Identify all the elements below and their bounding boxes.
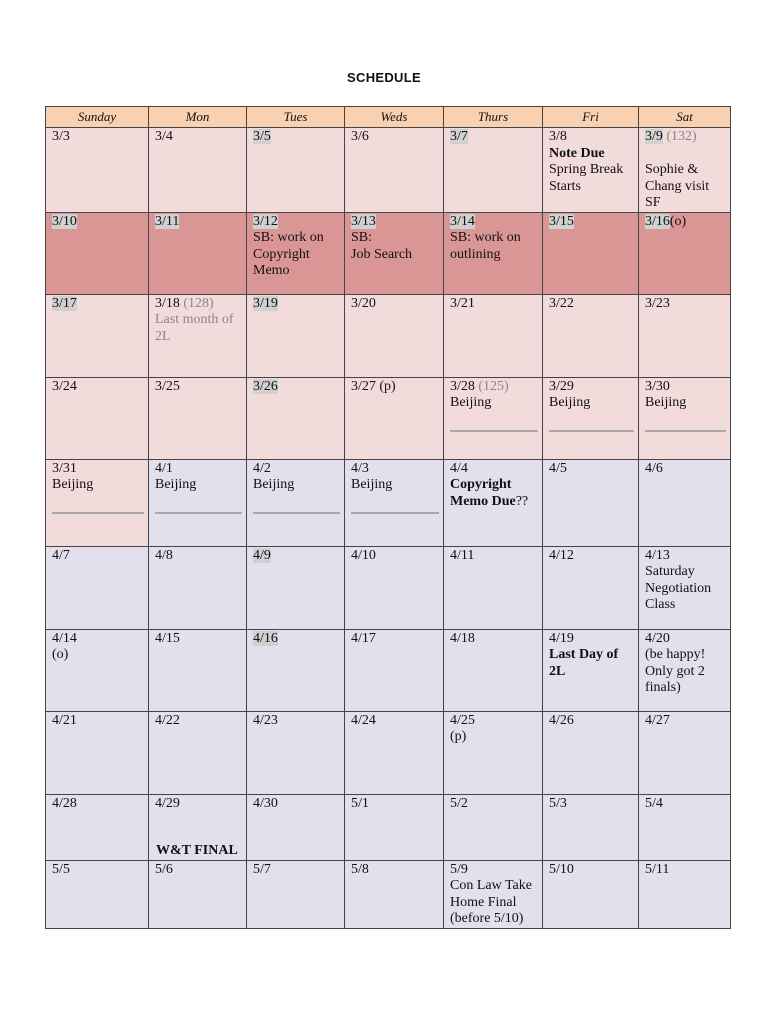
header-thurs: Thurs [444, 107, 543, 128]
day-cell [345, 459, 444, 546]
day-date: 3/22 [549, 295, 574, 311]
day-header [645, 129, 724, 146]
day-date: 3/17 [52, 295, 77, 311]
day-header [645, 631, 724, 648]
day-event [253, 477, 338, 494]
day-date: 3/4 [155, 129, 173, 144]
day-date: 4/24 [351, 712, 376, 728]
day-header [450, 379, 536, 396]
day-event [52, 647, 142, 664]
day-date: 4/22 [155, 712, 180, 728]
day-cell [543, 128, 639, 213]
day-date: 5/9 [450, 861, 468, 877]
day-header [52, 862, 142, 879]
day-cell [345, 377, 444, 459]
day-cell [345, 128, 444, 213]
day-date: 3/14 [450, 213, 475, 229]
day-header [351, 862, 437, 879]
day-header [52, 713, 142, 730]
day-cell [247, 212, 345, 294]
day-event [155, 477, 240, 494]
day-cell [149, 629, 247, 711]
day-event-text: (be happy! Only got 2 finals) [645, 647, 706, 695]
day-date: 4/25 [450, 712, 475, 728]
day-header [253, 631, 338, 648]
day-date: 4/15 [155, 630, 180, 646]
day-date: 4/8 [155, 547, 173, 563]
day-header [450, 796, 536, 813]
day-date: 3/12 [253, 213, 278, 229]
day-date: 4/6 [645, 460, 663, 476]
day-cell [543, 294, 639, 377]
day-header [52, 548, 142, 565]
day-date: 3/20 [351, 295, 376, 311]
day-event [450, 395, 536, 412]
day-cell [149, 294, 247, 377]
day-header [549, 713, 632, 730]
day-header [549, 631, 632, 648]
header-fri: Fri [543, 107, 639, 128]
day-header [52, 631, 142, 648]
day-event [155, 312, 240, 345]
day-date: 3/29 [549, 378, 574, 394]
day-cell [247, 459, 345, 546]
header-mon: Mon [149, 107, 247, 128]
day-count-note: (128) [179, 295, 214, 311]
day-event [450, 729, 536, 746]
day-date: 4/13 [645, 547, 670, 563]
day-suffix: (o) [669, 213, 687, 229]
day-header [253, 862, 338, 879]
day-date: 5/8 [351, 861, 369, 877]
day-event [450, 230, 536, 263]
day-event-text: Sophie & Chang visit SF [645, 162, 710, 210]
day-cell [247, 794, 345, 860]
week-row [46, 294, 731, 377]
day-date: 4/1 [155, 460, 173, 476]
day-date: 4/30 [253, 795, 278, 811]
day-header [549, 214, 632, 231]
day-cell [345, 794, 444, 860]
day-header [351, 129, 437, 146]
day-event [351, 247, 437, 264]
day-date: 5/2 [450, 795, 468, 811]
day-cell [444, 128, 543, 213]
day-cell [543, 212, 639, 294]
day-cell [247, 711, 345, 794]
day-header [155, 461, 240, 478]
day-cell [46, 794, 149, 860]
day-event [549, 146, 632, 163]
day-cell [639, 459, 731, 546]
weekday-header-row [46, 107, 731, 128]
day-event [253, 230, 338, 280]
day-date: 4/3 [351, 460, 369, 476]
day-cell [543, 711, 639, 794]
day-event [645, 146, 724, 163]
day-date: 5/7 [253, 861, 271, 877]
day-cell [345, 629, 444, 711]
week-row [46, 212, 731, 294]
day-header [155, 713, 240, 730]
day-header [253, 461, 338, 478]
day-event [351, 477, 437, 494]
day-event-text: SB: work on outlining [450, 230, 521, 262]
day-header [253, 129, 338, 146]
day-header [155, 796, 240, 813]
week-row [46, 860, 731, 928]
day-event [645, 647, 724, 697]
day-date: 3/25 [155, 378, 180, 394]
day-header [351, 631, 437, 648]
day-cell [46, 711, 149, 794]
day-event-text: (p) [450, 729, 467, 744]
day-cell [149, 212, 247, 294]
day-event-text: Copyright Memo Due [450, 477, 516, 509]
day-event-text: Spring Break Starts [549, 162, 624, 194]
day-date: 5/3 [549, 795, 567, 811]
day-header [52, 796, 142, 813]
day-cell [46, 860, 149, 928]
day-cell [46, 294, 149, 377]
day-cell [149, 377, 247, 459]
travel-underline [549, 430, 634, 432]
calendar-body [46, 128, 731, 929]
day-header [155, 214, 240, 231]
day-event [549, 395, 632, 412]
day-cell [345, 212, 444, 294]
day-cell [543, 377, 639, 459]
day-date: 4/26 [549, 712, 574, 728]
day-header [52, 379, 142, 396]
travel-underline [52, 512, 144, 514]
day-event-text: (o) [52, 647, 69, 662]
day-cell [639, 128, 731, 213]
day-date: 4/11 [450, 547, 475, 563]
day-date: 3/6 [351, 129, 369, 144]
final-exam-label: W&T FINAL [156, 843, 238, 858]
day-event-text: Last Day of 2L [549, 647, 619, 679]
day-cell [639, 794, 731, 860]
day-date: 3/24 [52, 378, 77, 394]
day-date: 3/26 [253, 378, 278, 394]
day-date: 3/5 [253, 129, 271, 144]
day-cell [639, 860, 731, 928]
day-cell [543, 860, 639, 928]
day-date: 4/4 [450, 460, 468, 476]
day-cell [444, 212, 543, 294]
day-cell [444, 377, 543, 459]
day-date: 4/16 [253, 630, 278, 646]
day-header [645, 296, 724, 313]
day-date: 4/14 [52, 630, 77, 646]
day-cell [639, 546, 731, 629]
day-cell [46, 128, 149, 213]
day-header [549, 548, 632, 565]
day-cell [345, 546, 444, 629]
day-header [253, 713, 338, 730]
day-header [155, 631, 240, 648]
day-event-text: Beijing [450, 395, 492, 410]
day-event [645, 395, 724, 412]
day-cell [444, 546, 543, 629]
day-date: 4/19 [549, 630, 574, 646]
day-date: 3/19 [253, 295, 278, 311]
day-header [351, 713, 437, 730]
week-row [46, 546, 731, 629]
header-tues: Tues [247, 107, 345, 128]
day-cell [46, 377, 149, 459]
day-header [155, 296, 240, 313]
day-cell [444, 629, 543, 711]
day-header [155, 129, 240, 146]
day-date: 3/10 [52, 213, 77, 229]
travel-underline [253, 512, 340, 514]
day-header [351, 796, 437, 813]
day-event-text: Last month of 2L [155, 312, 234, 344]
day-date: 4/7 [52, 547, 70, 563]
day-cell [444, 794, 543, 860]
day-event [52, 477, 142, 494]
day-header [450, 862, 536, 879]
day-cell [639, 377, 731, 459]
day-date: 4/27 [645, 712, 670, 728]
day-date: 3/18 [155, 295, 180, 311]
day-count-note: (125) [474, 378, 509, 394]
day-header [351, 379, 437, 396]
day-cell [543, 459, 639, 546]
day-cell [444, 294, 543, 377]
day-cell [543, 546, 639, 629]
day-cell [247, 294, 345, 377]
day-cell [149, 128, 247, 213]
day-cell [149, 459, 247, 546]
travel-underline [645, 430, 726, 432]
day-header [645, 548, 724, 565]
day-cell [247, 128, 345, 213]
day-cell [345, 860, 444, 928]
day-header [52, 214, 142, 231]
day-date: 3/30 [645, 378, 670, 394]
week-row [46, 128, 731, 213]
day-cell [444, 711, 543, 794]
day-header [450, 548, 536, 565]
day-header [645, 379, 724, 396]
travel-underline [155, 512, 242, 514]
travel-underline [450, 430, 538, 432]
day-date: 4/18 [450, 630, 475, 646]
day-event-text: Beijing [253, 477, 295, 492]
day-header [645, 862, 724, 879]
day-cell [46, 629, 149, 711]
day-header [549, 461, 632, 478]
day-cell [247, 860, 345, 928]
day-event-text: Saturday Negotiation Class [645, 564, 712, 612]
day-date: 3/11 [155, 213, 180, 229]
day-header [253, 379, 338, 396]
day-date: 4/9 [253, 547, 271, 563]
header-sat: Sat [639, 107, 731, 128]
day-count-note: (132) [662, 129, 697, 144]
day-date: 3/27 (p) [351, 378, 396, 394]
week-row [46, 459, 731, 546]
day-date: 5/5 [52, 861, 70, 877]
day-header [450, 129, 536, 146]
day-cell [444, 459, 543, 546]
day-date: 5/10 [549, 861, 574, 877]
day-event [549, 647, 632, 680]
day-header [253, 214, 338, 231]
day-event-text: Beijing [52, 477, 94, 492]
day-event-text: Beijing [155, 477, 197, 492]
day-cell [639, 294, 731, 377]
day-header [645, 713, 724, 730]
day-cell [639, 711, 731, 794]
day-date: 3/7 [450, 129, 468, 144]
day-date: 5/4 [645, 795, 663, 811]
day-cell [149, 546, 247, 629]
header-sunday: Sunday [46, 107, 149, 128]
day-event-text: Beijing [645, 395, 687, 410]
day-event-text: Beijing [351, 477, 393, 492]
day-cell [149, 711, 247, 794]
day-event [645, 162, 724, 212]
day-cell [149, 860, 247, 928]
day-date: 3/8 [549, 129, 567, 144]
day-event-text: SB: [351, 230, 373, 245]
day-event [450, 878, 536, 928]
day-date: 4/17 [351, 630, 376, 646]
day-date: 4/21 [52, 712, 77, 728]
day-cell [149, 794, 247, 860]
day-event [549, 162, 632, 195]
week-row [46, 377, 731, 459]
day-header [645, 461, 724, 478]
week-row [46, 711, 731, 794]
day-date: 3/9 [645, 129, 663, 144]
day-header [253, 296, 338, 313]
day-header [52, 461, 142, 478]
day-date: 4/20 [645, 630, 670, 646]
day-date: 4/2 [253, 460, 271, 476]
day-date: 4/12 [549, 547, 574, 563]
day-header [450, 296, 536, 313]
day-cell [247, 629, 345, 711]
day-date: 5/1 [351, 795, 369, 811]
day-date: 5/6 [155, 861, 173, 877]
day-header [549, 296, 632, 313]
day-header [52, 129, 142, 146]
day-header [351, 548, 437, 565]
header-weds: Weds [345, 107, 444, 128]
day-date: 4/23 [253, 712, 278, 728]
day-header [253, 796, 338, 813]
day-header [450, 631, 536, 648]
day-header [645, 214, 724, 231]
day-date: 3/23 [645, 295, 670, 311]
day-header [155, 862, 240, 879]
day-cell [46, 212, 149, 294]
day-event [450, 477, 536, 510]
day-date: 4/5 [549, 460, 567, 476]
day-cell [345, 711, 444, 794]
day-header [155, 548, 240, 565]
day-header [351, 461, 437, 478]
day-cell [543, 629, 639, 711]
travel-underline [351, 512, 439, 514]
day-date: 3/31 [52, 460, 77, 476]
day-cell [639, 629, 731, 711]
day-date: 3/15 [549, 213, 574, 229]
calendar-table [45, 106, 731, 929]
day-header [549, 129, 632, 146]
week-row [46, 629, 731, 711]
day-date: 3/13 [351, 213, 376, 229]
day-event-text: Beijing [549, 395, 591, 410]
day-header [450, 214, 536, 231]
day-date: 3/21 [450, 295, 475, 311]
day-header [450, 713, 536, 730]
day-header [351, 214, 437, 231]
day-header [645, 796, 724, 813]
day-header [549, 796, 632, 813]
week-row [46, 794, 731, 860]
day-date: 4/10 [351, 547, 376, 563]
day-cell [543, 794, 639, 860]
day-header [549, 379, 632, 396]
day-date: 4/29 [155, 795, 180, 811]
day-date: 3/28 [450, 378, 475, 394]
day-event-text: Con Law Take Home Final (before 5/10) [450, 878, 532, 926]
day-cell [444, 860, 543, 928]
day-header [549, 862, 632, 879]
day-date: 3/16 [645, 213, 670, 229]
day-cell [247, 546, 345, 629]
day-cell [46, 546, 149, 629]
day-header [351, 296, 437, 313]
day-header [253, 548, 338, 565]
day-event [351, 230, 437, 247]
page-title: SCHEDULE [347, 70, 421, 85]
day-cell [46, 459, 149, 546]
day-event-text: Note Due [549, 145, 605, 161]
day-header [450, 461, 536, 478]
day-header [52, 296, 142, 313]
day-date: 3/3 [52, 129, 70, 144]
day-event-text: SB: work on Copyright Memo [253, 230, 324, 278]
day-date: 4/28 [52, 795, 77, 811]
day-cell [247, 377, 345, 459]
day-header [155, 379, 240, 396]
day-cell [345, 294, 444, 377]
day-event-text: Job Search [351, 246, 413, 262]
day-event [645, 564, 724, 614]
day-date: 5/11 [645, 861, 670, 877]
day-event-tail: ?? [515, 493, 529, 509]
day-cell [639, 212, 731, 294]
